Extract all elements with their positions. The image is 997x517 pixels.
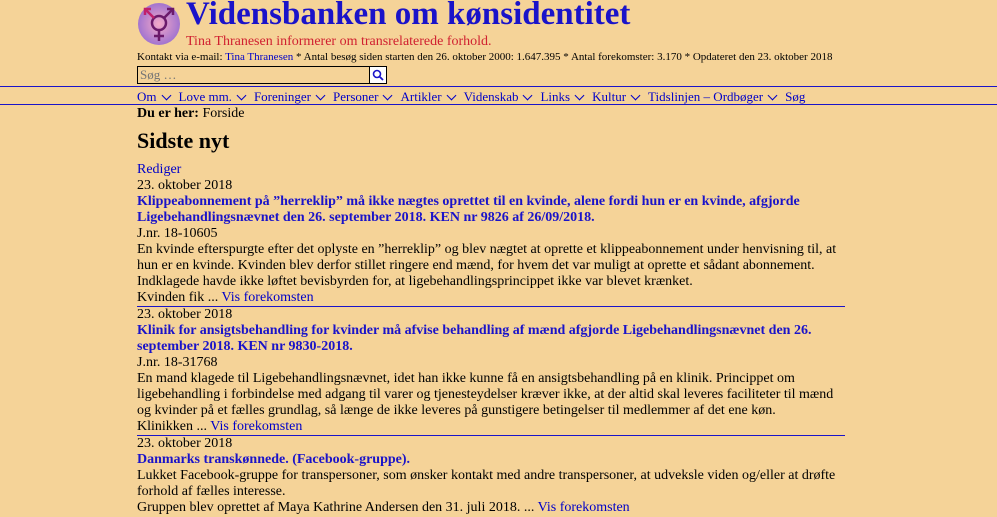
news-title-link[interactable]: Danmarks transkønnede. (Facebook-gruppe).	[137, 452, 411, 467]
breadcrumb-current: Forside	[198, 106, 245, 121]
nav-label[interactable]: Søg	[785, 89, 806, 104]
nav-item-links[interactable]	[540, 89, 583, 105]
chevron-down-icon[interactable]	[446, 90, 456, 100]
nav-item-love[interactable]	[179, 89, 245, 105]
news-date: 23. oktober 2018	[137, 307, 233, 322]
nav-label[interactable]: Videnskab	[463, 89, 519, 104]
show-more-link[interactable]: Vis forekomsten	[210, 419, 303, 434]
main-nav	[137, 89, 814, 105]
news-teaser-row	[137, 290, 845, 306]
site-tagline: Tina Thranesen informerer om transrelaterede forhold.	[186, 34, 492, 49]
news-body: Lukket Facebook-gruppe for transpersoner, som ønsker kontakt med andre transpersoner, at udveksle viden og/eller at drøfte forhold af fælles interesse.	[137, 468, 836, 499]
site-header	[137, 0, 997, 86]
search-box	[137, 66, 387, 84]
news-teaser-row	[137, 419, 845, 435]
nav-label[interactable]: Om	[137, 89, 157, 104]
news-date: 23. oktober 2018	[137, 178, 233, 193]
news-item	[137, 178, 845, 306]
breadcrumb	[137, 106, 244, 122]
news-body: En kvinde efterspurgte efter det oplyste en ”herreklip” og blev nægtet at oprette et klippeabonnement under henvisning til, at hun er en kvinde. Kvinden blev derfor stillet ringere end mænd, for hvem det var muligt at oprette et sådant abonnement. Indklagede havde ikke løftet bevisbyrden for, at ligebehandlingsprincippet ikke var blevet krænket.	[137, 242, 837, 289]
nav-item-om[interactable]	[137, 89, 170, 105]
search-icon	[372, 69, 384, 81]
news-body: En mand klagede til Ligebehandlingsnævnet, idet han ikke kunne få en ansigtsbehandling på en klinik. Princippet om ligebehandling i forbindelse med adgang til varer og tjenesteydelser kræver ikke, at der altid skal leveres faciliteter til mænd og kvinder på et fælles grundlag, så længe de ikke leveres på gunstigere betingelser til medlemmer af det ene køn.	[137, 371, 834, 418]
news-title-link[interactable]: Klinik for ansigtsbehandling for kvinder må afvise behandling af mænd afgjorde Ligebehandlingsnævnet den 26. september 2018. KEN nr 9830-2018.	[137, 323, 812, 354]
site-title[interactable]: Vidensbanken om kønsidentitet	[186, 0, 631, 32]
news-item	[137, 436, 845, 516]
page-title: Sidste nyt	[137, 128, 230, 153]
header-divider	[0, 86, 997, 87]
nav-divider	[0, 104, 997, 105]
chevron-down-icon[interactable]	[631, 90, 641, 100]
show-more-link[interactable]: Vis forekomsten	[537, 500, 630, 515]
news-teaser-row	[137, 500, 845, 516]
nav-item-videnskab[interactable]	[464, 89, 532, 105]
news-item	[137, 307, 845, 435]
nav-label[interactable]: Tidslinjen – Ordbøger	[648, 89, 764, 104]
breadcrumb-label: Du er her:	[137, 106, 199, 121]
chevron-down-icon[interactable]	[575, 90, 585, 100]
nav-item-kultur[interactable]	[592, 89, 639, 105]
transgender-logo-icon[interactable]	[137, 2, 181, 46]
chevron-down-icon[interactable]	[316, 90, 326, 100]
chevron-down-icon[interactable]	[768, 90, 778, 100]
news-list	[137, 162, 845, 516]
search-input[interactable]	[140, 67, 366, 83]
nav-label[interactable]: Love mm.	[178, 89, 232, 104]
site-stats: * Antal besøg siden starten den 26. oktober 2000: 1.647.395 * Antal forekomster: 3.170 * Opdateret den 23. oktober 2018	[293, 51, 833, 63]
search-button[interactable]	[369, 67, 386, 83]
nav-item-personer[interactable]	[333, 89, 392, 105]
nav-item-tidslinjen[interactable]	[648, 89, 776, 105]
contact-info	[137, 51, 832, 63]
news-teaser: Klinikken ...	[137, 419, 211, 434]
news-title-link[interactable]: Klippeabonnement på ”herreklip” må ikke nægtes oprettet til en kvinde, alene fordi hun er en kvinde, afgjorde Ligebehandlingsnævnet den 26. september 2018. KEN nr 9826 af 26/09/2018.	[137, 194, 800, 225]
nav-label[interactable]: Kultur	[592, 89, 627, 104]
nav-item-sog[interactable]	[785, 89, 805, 105]
nav-label[interactable]: Foreninger	[253, 89, 311, 104]
news-teaser: Gruppen blev oprettet af Maya Kathrine Andersen den 31. juli 2018. ...	[137, 500, 538, 515]
news-jnr: J.nr. 18-31768	[137, 355, 218, 370]
news-date: 23. oktober 2018	[137, 436, 233, 451]
chevron-down-icon[interactable]	[383, 90, 393, 100]
contact-email-link[interactable]: Tina Thranesen	[225, 51, 294, 63]
chevron-down-icon[interactable]	[236, 90, 246, 100]
chevron-down-icon[interactable]	[161, 90, 171, 100]
chevron-down-icon[interactable]	[523, 90, 533, 100]
edit-link[interactable]: Rediger	[137, 162, 182, 177]
nav-label[interactable]: Artikler	[400, 89, 442, 104]
nav-label[interactable]: Links	[540, 89, 571, 104]
nav-item-artikler[interactable]	[400, 89, 454, 105]
nav-item-foreninger[interactable]	[254, 89, 324, 105]
news-jnr: J.nr. 18-10605	[137, 226, 218, 241]
news-teaser: Kvinden fik ...	[137, 290, 222, 305]
nav-label[interactable]: Personer	[332, 89, 379, 104]
show-more-link[interactable]: Vis forekomsten	[221, 290, 314, 305]
contact-prefix: Kontakt via e-mail:	[137, 51, 226, 63]
